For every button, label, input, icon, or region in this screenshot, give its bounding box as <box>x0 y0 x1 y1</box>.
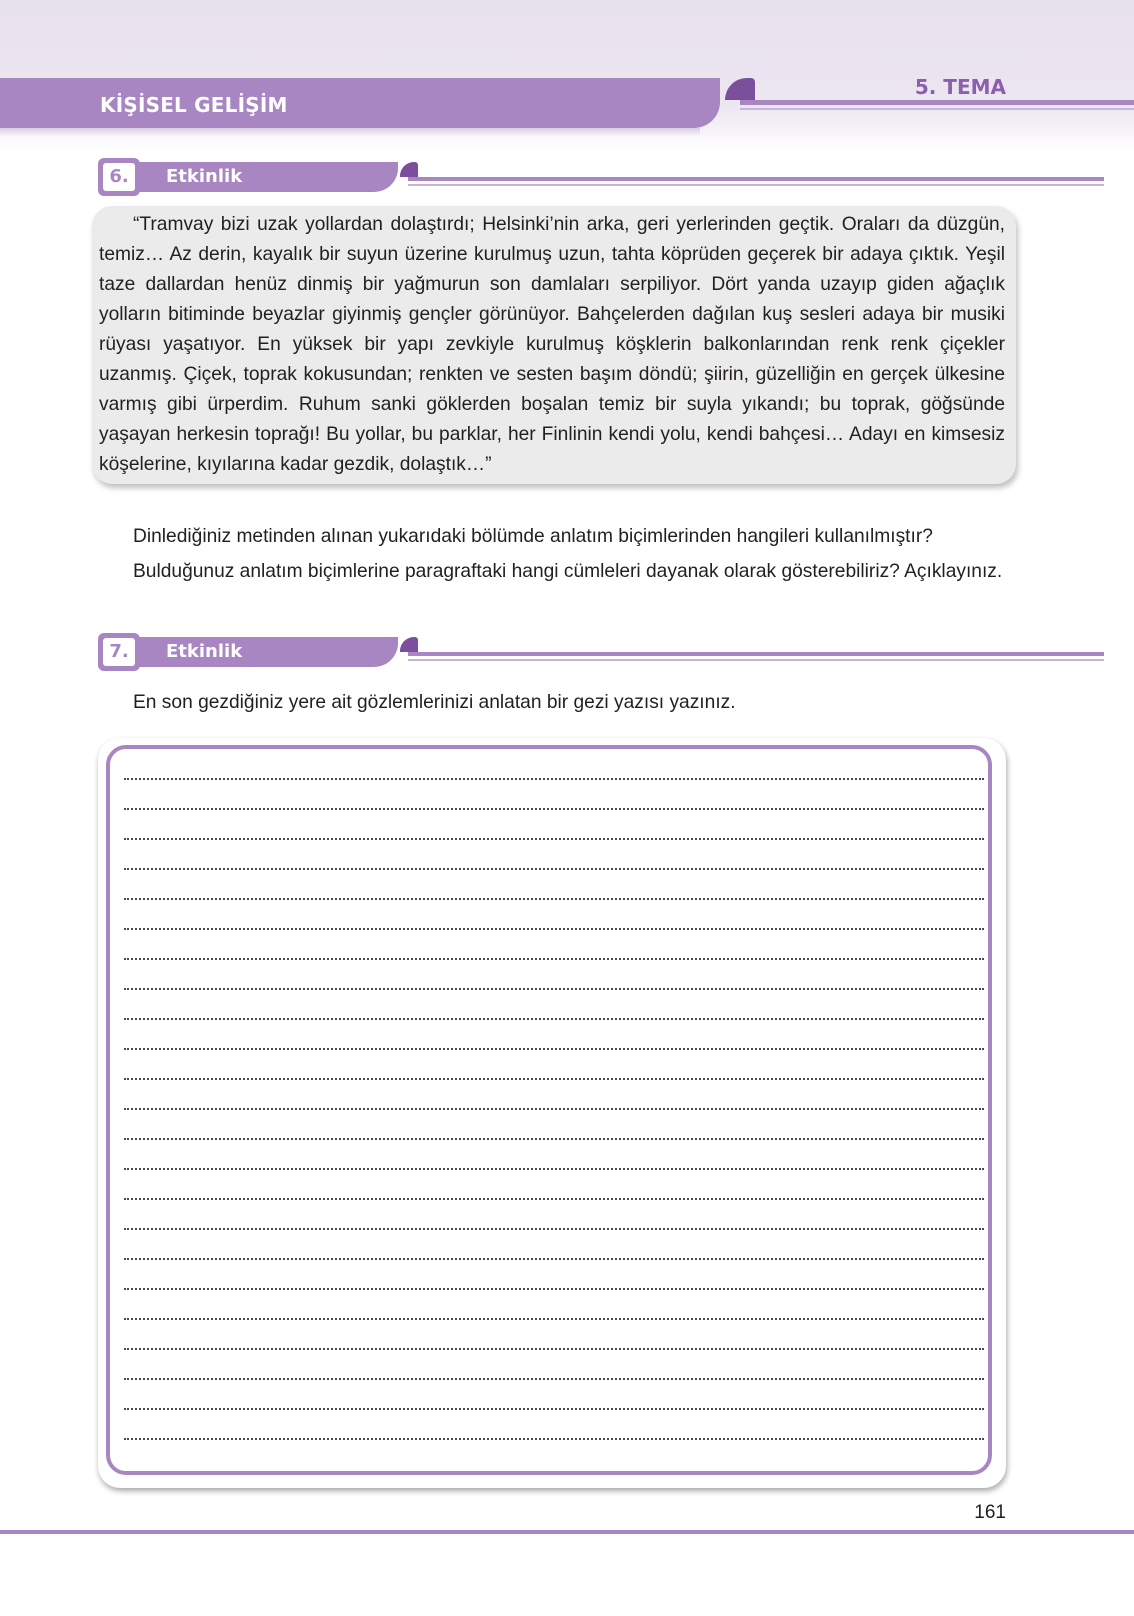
activity-number: 7. <box>103 638 135 666</box>
writing-line <box>124 1348 984 1350</box>
theme-rule <box>740 100 1134 105</box>
activity-number: 6. <box>103 163 135 191</box>
writing-line <box>124 1258 984 1260</box>
activity-tab-decoration <box>400 162 418 177</box>
writing-line <box>124 928 984 930</box>
footer-rule <box>0 1530 1134 1534</box>
writing-line <box>124 838 984 840</box>
writing-line <box>124 1108 984 1110</box>
writing-line <box>124 778 984 780</box>
activity-7-header <box>98 633 1006 673</box>
theme-rule-thin <box>740 108 1134 110</box>
question-1: Dinlediğiniz metinden alınan yukarıdaki bölümde anlatım biçimlerinden hangileri kullanılmıştır? <box>133 526 933 547</box>
writing-area[interactable] <box>106 745 992 1475</box>
writing-line <box>124 808 984 810</box>
section-title: KİŞİSEL GELİŞİM <box>100 93 288 117</box>
writing-line <box>124 1438 984 1440</box>
writing-line <box>124 898 984 900</box>
writing-line <box>124 1288 984 1290</box>
activity-rule <box>408 652 1104 656</box>
writing-line <box>124 958 984 960</box>
writing-line <box>124 1318 984 1320</box>
writing-line <box>124 1168 984 1170</box>
theme-title: 5. TEMA <box>914 75 1006 99</box>
writing-line <box>124 1228 984 1230</box>
writing-line <box>124 868 984 870</box>
writing-line <box>124 1078 984 1080</box>
writing-line <box>124 1138 984 1140</box>
section-title-bar-shadow <box>0 128 700 136</box>
activity-number-badge <box>98 158 140 196</box>
page-number: 161 <box>974 1502 1006 1523</box>
activity-number-badge <box>98 633 140 671</box>
activity-rule-thin <box>408 184 1104 186</box>
writing-line <box>124 1198 984 1200</box>
writing-line <box>124 1018 984 1020</box>
activity-label: Etkinlik <box>166 166 243 187</box>
question-2: Bulduğunuz anlatım biçimlerine paragraftaki hangi cümleleri dayanak olarak gösterebiliriz? Açıklayınız. <box>133 561 1003 582</box>
writing-line <box>124 988 984 990</box>
activity-7-instruction: En son gezdiğiniz yere ait gözlemlerinizi anlatan bir gezi yazısı yazınız. <box>133 692 736 713</box>
activity-label: Etkinlik <box>166 641 243 662</box>
writing-line <box>124 1408 984 1410</box>
activity-6-header <box>98 158 1006 198</box>
quote-text: “Tramvay bizi uzak yollardan dolaştırdı; Helsinki’nin arka, geri yerlerinden geçtik. Oraları da düzgün, temiz… Az derin, kayalık bir suyun üzerine kurulmuş uzun, tahta köprüden geçerek bir adaya çıktık. Yeşil taze dallardan henüz dinmiş bir yağmurun son damlaları serpiliyor. Dört yanda uzayıp giden ağaçlık yolların bitiminde beyazlar giyinmiş gençler görünüyor. Bahçelerden dağılan kuş sesleri adaya bir musiki rüyası yaşatıyor. En yüksek bir yapı zevkiyle kurulmuş köşklerin balkonlarından renk renk çiçekler uzanmış. Çiçek, toprak kokusundan; renkten ve sesten başım döndü; şiirin, güzelliğin en gerçek ülkesine varmış gibi ürperdim. Ruhum sanki göklerden boşalan temiz bir suyla yıkandı; bu toprak, göğsünde yaşayan herkesin toprağı! Bu yollar, bu parklar, her Finlinin kendi yolu, kendi bahçesi… Adayı en kimsesiz köşelerine, kıyılarına kadar gezdik, dolaştık…” <box>99 214 1005 475</box>
activity-tab-decoration <box>400 637 418 652</box>
writing-line <box>124 1378 984 1380</box>
activity-rule <box>408 177 1104 181</box>
activity-rule-thin <box>408 659 1104 661</box>
writing-line <box>124 1048 984 1050</box>
